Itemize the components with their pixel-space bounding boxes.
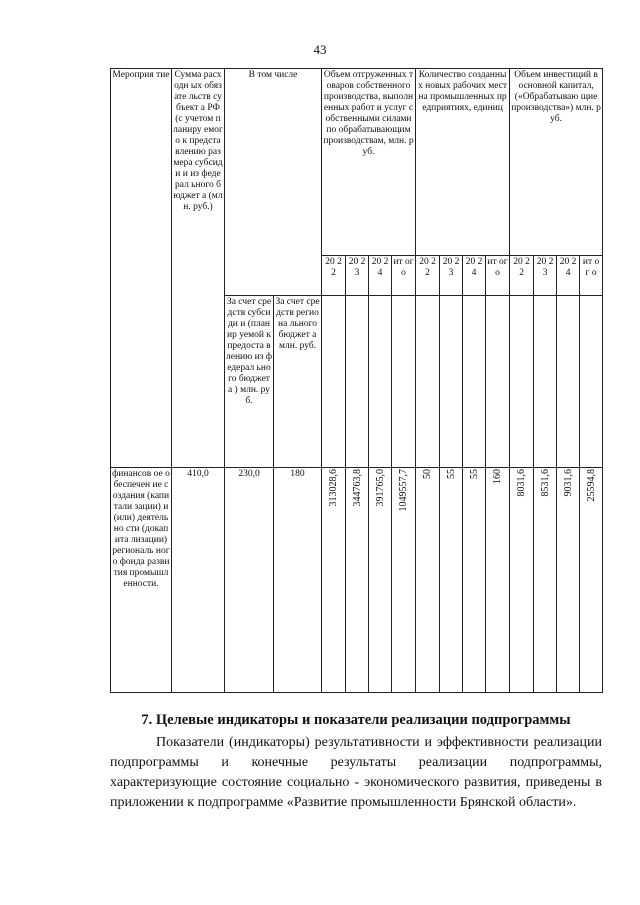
year-header: 20 23 [534, 256, 557, 296]
row-subsidy: 230,0 [225, 468, 274, 693]
year-header: ит ог о [486, 256, 510, 296]
volume-value: 1049557,7 [398, 469, 410, 512]
row-regional: 180 [274, 468, 322, 693]
volume-value: 313028,6 [328, 469, 340, 507]
year-header: ит ог о [580, 256, 603, 296]
header-invest: Объем инвестиций в основной капитал, («Обрабатываю щие производства») млн. руб. [510, 69, 603, 256]
header-including: В том числе [225, 69, 322, 296]
header-subsidy: За счет средств субсиди и (планир уемой к предоста влению из федерал ьного бюджета ) млн. руб. [225, 296, 274, 468]
header-amount: Сумма расходн ых обязате льств субъект а РФ (с учетом планиру емого к предста влению размера субсиди и из федерал ьного бюджет а (млн. руб.) [172, 69, 225, 468]
jobs-value: 55 [445, 469, 457, 479]
year-header: 20 22 [416, 256, 440, 296]
year-header: 20 22 [322, 256, 346, 296]
header-volume: Объем отгруженных товаров собственного производства, выполненных работ и услуг собственными силами по обрабатывающим производствам, млн. руб. [322, 69, 416, 256]
year-header: 20 22 [510, 256, 534, 296]
body-paragraph: Показатели (индикаторы) результативности и эффективности реализации подпрограммы и конечные результаты реализации подпрограммы, характеризующие состояние социально - экономического развития, приведены в приложении к подпрограмме «Развитие промышленности Брянской области». [110, 735, 602, 810]
year-header: 20 24 [463, 256, 486, 296]
year-header: ит ог о [392, 256, 416, 296]
year-header: 20 23 [346, 256, 369, 296]
jobs-value: 50 [422, 469, 434, 479]
invest-value: 8531,6 [539, 469, 551, 497]
row-amount: 410,0 [172, 468, 225, 693]
year-header: 20 23 [440, 256, 463, 296]
page-number: 43 [313, 42, 327, 57]
invest-value: 8031,6 [516, 469, 528, 497]
year-header: 20 24 [369, 256, 392, 296]
volume-value: 344763,8 [351, 469, 363, 507]
header-jobs: Количество созданных новых рабочих мест на промышленных предприятиях, единиц [416, 69, 510, 256]
jobs-value: 160 [492, 469, 504, 484]
volume-value: 391765,0 [374, 469, 386, 507]
year-header: 20 24 [557, 256, 580, 296]
header-event: Мероприя тие [111, 69, 172, 468]
row-event: финансов ое обеспечен ие создания (капитали зации) и (или) деятельно сти (докапита лизации) региональ ного фонда развития промышл енности. [111, 468, 172, 693]
header-regional: За счет средств региона льного бюджет а млн. руб. [274, 296, 322, 468]
section-title: 7. Целевые индикаторы и показатели реализации подпрограммы [141, 712, 571, 728]
data-table [110, 68, 603, 693]
jobs-value: 55 [468, 469, 480, 479]
invest-value: 9031,6 [562, 469, 574, 497]
invest-value: 25594,8 [585, 469, 597, 502]
